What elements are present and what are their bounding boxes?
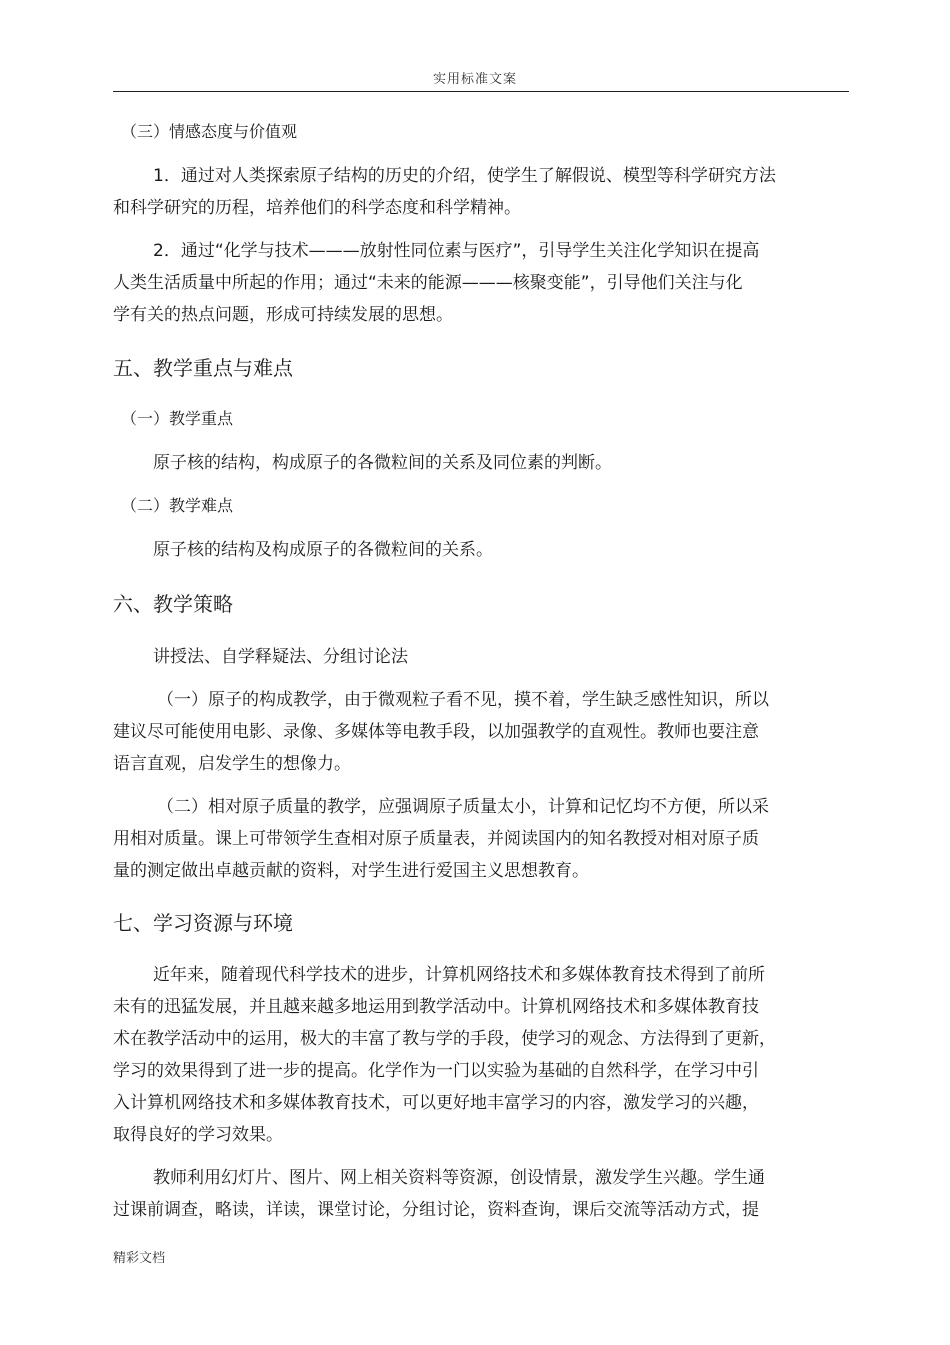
paragraph-line: 学习的效果得到了进一步的提高。化学作为一门以实验为基础的自然科学，在学习中引 [113,1061,759,1081]
section-heading: 五、教学重点与难点 [113,356,293,380]
paragraph-line: 原子核的结构及构成原子的各微粒间的关系。 [153,540,493,560]
paragraph-line: 教师利用幻灯片、图片、网上相关资料等资源，创设情景，激发学生兴趣。学生通 [153,1168,765,1188]
paragraph-line: 取得良好的学习效果。 [113,1125,283,1145]
paragraph-line: 学有关的热点问题，形成可持续发展的思想。 [113,305,453,325]
paragraph-line: 和科学研究的历程，培养他们的科学态度和科学精神。 [113,198,521,218]
paragraph-line: 过课前调查，略读，详读，课堂讨论，分组讨论，资料查询，课后交流等活动方式，提 [113,1200,759,1220]
paragraph-line: 术在教学活动中的运用，极大的丰富了教与学的手段，使学习的观念、方法得到了更新， [113,1029,776,1049]
paragraph-line: （一）原子的构成教学，由于微观粒子看不见，摸不着，学生缺乏感性知识，所以 [157,690,769,710]
section-heading: 六、教学策略 [113,592,233,616]
page-footer: 精彩文档 [113,1251,166,1266]
paragraph-line: 讲授法、自学释疑法、分组讨论法 [153,647,408,667]
paragraph-line: 人类生活质量中所起的作用；通过“未来的能源———核聚变能”，引导他们关注与化 [113,273,743,293]
subsection-heading: （三）情感态度与价值观 [121,122,298,141]
subsection-heading: （二）教学难点 [121,496,234,515]
paragraph-line: 未有的迅猛发展，并且越来越多地运用到教学活动中。计算机网络技术和多媒体教育技 [113,997,759,1017]
header-divider [113,91,849,92]
paragraph-line: 近年来，随着现代科学技术的进步，计算机网络技术和多媒体教育技术得到了前所 [153,965,765,985]
paragraph-line: （二）相对原子质量的教学，应强调原子质量太小，计算和记忆均不方便，所以采 [157,797,769,817]
paragraph-line: 原子核的结构，构成原子的各微粒间的关系及同位素的判断。 [153,453,612,473]
paragraph-line: 语言直观，启发学生的想像力。 [113,754,351,774]
paragraph-line: 2．通过“化学与技术———放射性同位素与医疗”，引导学生关注化学知识在提高 [153,241,760,261]
section-heading: 七、学习资源与环境 [113,911,293,935]
page-header: 实用标准文案 [432,72,517,87]
paragraph-line: 1．通过对人类探索原子结构的历史的介绍，使学生了解假说、模型等科学研究方法 [153,166,776,186]
paragraph-line: 量的测定做出卓越贡献的资料，对学生进行爱国主义思想教育。 [113,861,589,881]
paragraph-line: 建议尽可能使用电影、录像、多媒体等电教手段，以加强教学的直观性。教师也要注意 [113,722,759,742]
paragraph-line: 入计算机网络技术和多媒体教育技术，可以更好地丰富学习的内容，激发学习的兴趣， [113,1093,759,1113]
subsection-heading: （一）教学重点 [121,409,234,428]
paragraph-line: 用相对质量。课上可带领学生查相对原子质量表，并阅读国内的知名教授对相对原子质 [113,829,759,849]
